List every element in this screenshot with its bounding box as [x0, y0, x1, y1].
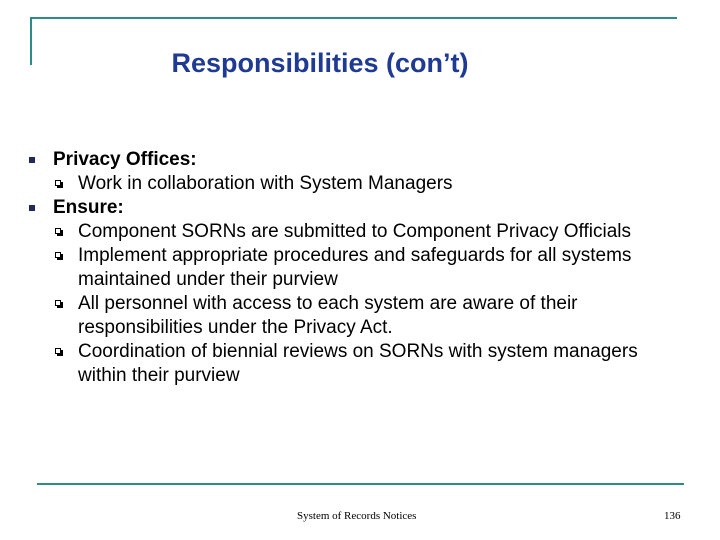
checkbox-bullet-icon — [55, 228, 61, 234]
checkbox-bullet-icon — [55, 300, 61, 306]
list-item-ensure — [28, 196, 688, 220]
sublist-item: Work in collaboration with System Managers — [28, 172, 688, 196]
list-item-privacy-offices — [28, 148, 688, 172]
checkbox-bullet-icon — [55, 180, 61, 186]
footer-text: System of Records Notices — [297, 510, 417, 522]
footer-line — [37, 483, 684, 485]
sublist-item: All personnel with access to each system are aware of their responsibilities under the Privacy Act. — [28, 292, 688, 340]
page-number: 136 — [664, 510, 681, 522]
sublist-item: Coordination of biennial reviews on SORNs with system managers within their purview — [28, 340, 688, 388]
sublist-ensure — [28, 220, 688, 388]
slide-title: Responsibilities (con’t) — [171, 48, 469, 78]
list-item-label: Ensure: — [53, 197, 124, 218]
square-bullet-icon — [29, 157, 35, 163]
checkbox-bullet-icon — [55, 252, 61, 258]
frame-top-line — [30, 17, 677, 19]
slide-content — [28, 148, 688, 388]
square-bullet-icon — [29, 205, 35, 211]
list-item-label: Privacy Offices: — [53, 149, 197, 170]
checkbox-bullet-icon — [55, 348, 61, 354]
sublist-item: Implement appropriate procedures and safeguards for all systems maintained under their purview — [28, 244, 688, 292]
sublist-item: Component SORNs are submitted to Component Privacy Officials — [28, 220, 688, 244]
sublist-privacy-offices — [28, 172, 688, 196]
